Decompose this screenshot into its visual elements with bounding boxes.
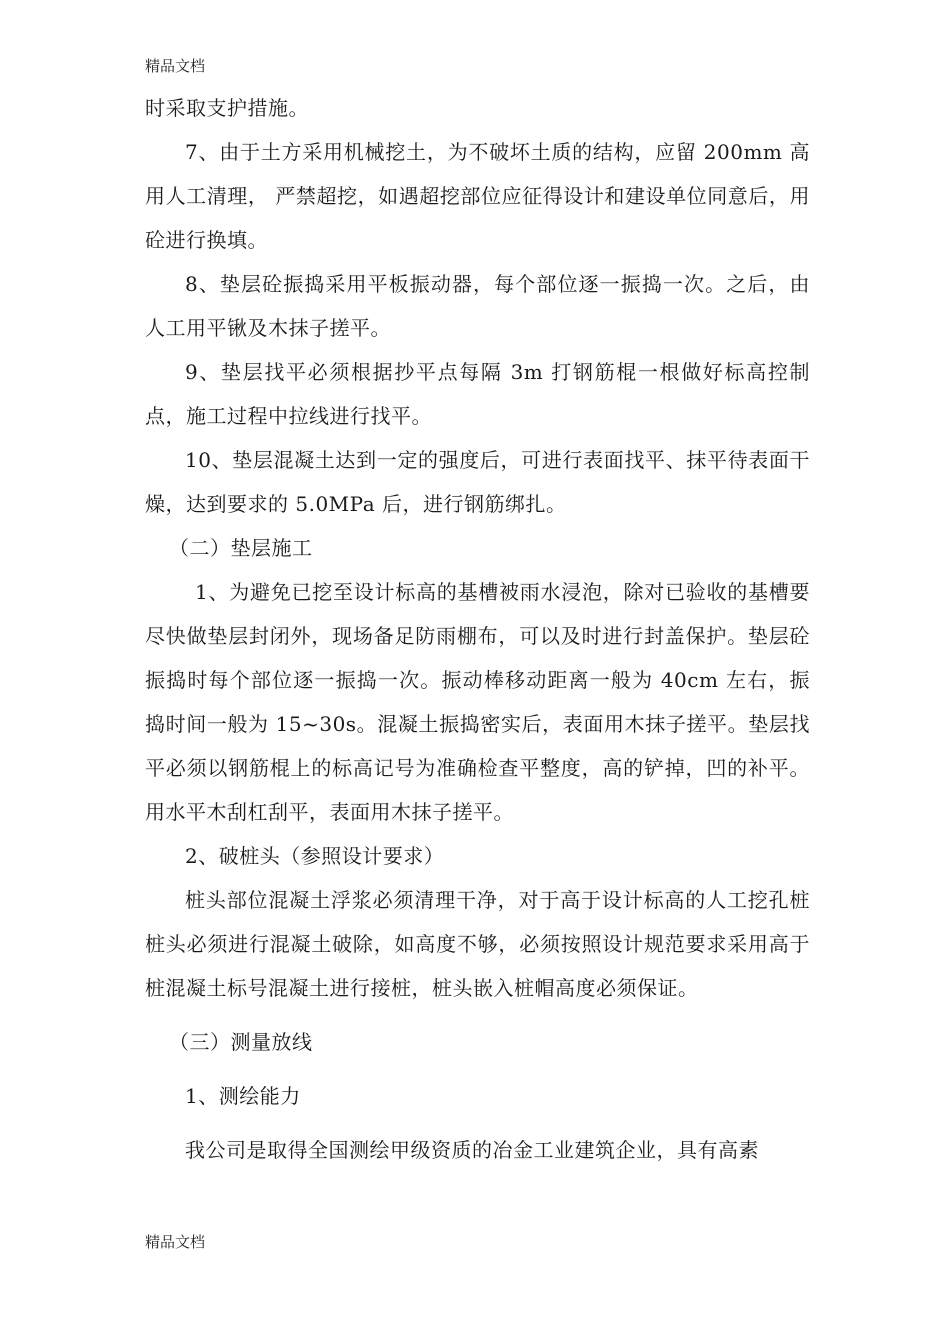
paragraph-item-9: 9、垫层找平必须根据抄平点每隔 3m 打钢筋棍一根做好标高控制点，施工过程中拉线进行找平。	[145, 360, 810, 428]
page-header: 精品文档	[145, 57, 206, 75]
page-footer: 精品文档	[145, 1233, 206, 1251]
document-body	[145, 86, 810, 1172]
paragraph-section3-item-1-body: 我公司是取得全国测绘甲级资质的冶金工业建筑企业，具有高素	[185, 1138, 759, 1162]
paragraph-item-10: 10、垫层混凝土达到一定的强度后，可进行表面找平、抹平待表面干燥，达到要求的 5.0MPa 后，进行钢筋绑扎。	[145, 448, 810, 516]
section-heading-3: （三）测量放线	[169, 1030, 313, 1054]
paragraph-continuation: 时采取支护措施。	[145, 96, 309, 120]
paragraph-item-8: 8、垫层砼振捣采用平板振动器，每个部位逐一振捣一次。之后，由人工用平锹及木抹子搓平。	[145, 272, 810, 340]
paragraph-section2-item-2-title: 2、破桩头（参照设计要求）	[185, 844, 445, 868]
paragraph-section3-item-1-title: 1、测绘能力	[185, 1084, 301, 1108]
paragraph-section2-item-2-body: 桩头部位混凝土浮浆必须清理干净，对于高于设计标高的人工挖孔桩桩头必须进行混凝土破除，如高度不够，必须按照设计规范要求采用高于桩混凝土标号混凝土进行接桩，桩头嵌入桩帽高度必须保证。	[145, 888, 810, 1000]
paragraph-item-7: 7、由于土方采用机械挖土，为不破坏土质的结构，应留 200mm 高用人工清理， 严禁超挖，如遇超挖部位应征得设计和建设单位同意后，用砼进行换填。	[145, 140, 810, 252]
section-heading-2: （二）垫层施工	[169, 536, 313, 560]
paragraph-section2-item-1: 1、为避免已挖至设计标高的基槽被雨水浸泡，除对已验收的基槽要尽快做垫层封闭外，现场备足防雨棚布，可以及时进行封盖保护。垫层砼振捣时每个部位逐一振捣一次。振动棒移动距离一般为 40cm 左右，振捣时间一般为 15~30s。混凝土振捣密实后，表面用木抹子搓平。垫层找平必须以钢筋棍上的标高记号为准确检查平整度，高的铲掉，凹的补平。用水平木刮杠刮平，表面用木抹子搓平。	[145, 580, 810, 824]
